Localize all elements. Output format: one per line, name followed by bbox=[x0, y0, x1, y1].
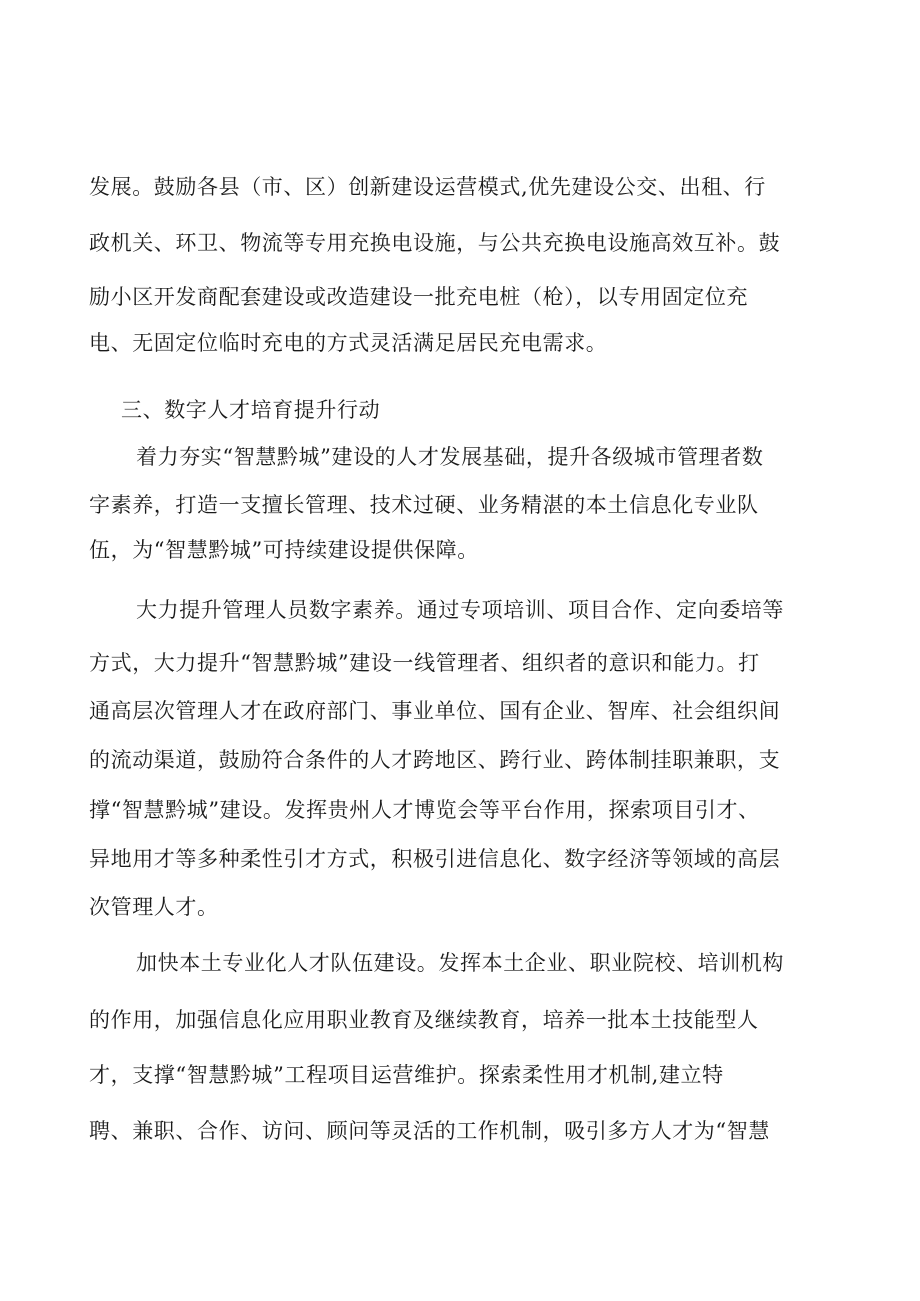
paragraph-line: 政机关、环卫、物流等专用充换电设施，与公共充换电设施高效互补。鼓 bbox=[89, 231, 781, 255]
paragraph-line: 方式，大力提升“智慧黔城”建设一线管理者、组织者的意识和能力。打 bbox=[89, 651, 760, 675]
paragraph-line: 才，支撑“智慧黔城”工程项目运营维护。探索柔性用才机制,建立特 bbox=[89, 1063, 724, 1087]
paragraph-line: 聘、兼职、合作、访问、顾问等灵活的工作机制，吸引多方人才为“智慧 bbox=[89, 1119, 770, 1143]
paragraph-line: 的作用，加强信息化应用职业教育及继续教育，培养一批本土技能型人 bbox=[89, 1008, 759, 1032]
paragraph-line: 字素养，打造一支擅长管理、技术过硬、业务精湛的本土信息化专业队 bbox=[89, 493, 759, 517]
paragraph-line: 次管理人才。 bbox=[89, 895, 219, 919]
paragraph-line: 异地用才等多种柔性引才方式，积极引进信息化、数字经济等领域的高层 bbox=[89, 847, 781, 871]
paragraph-line: 大力提升管理人员数字素养。通过专项培训、项目合作、定向委培等 bbox=[136, 598, 784, 622]
paragraph-line: 通高层次管理人才在政府部门、事业单位、国有企业、智库、社会组织间 bbox=[89, 699, 781, 723]
paragraph-line: 着力夯实“智慧黔城”建设的人才发展基础，提升各级城市管理者数 bbox=[136, 445, 764, 469]
paragraph-line: 电、无固定位临时充电的方式灵活满足居民充电需求。 bbox=[89, 331, 608, 355]
paragraph-line: 加快本土专业化人才队伍建设。发挥本土企业、职业院校、培训机构 bbox=[136, 951, 784, 975]
section-heading: 三、数字人才培育提升行动 bbox=[121, 398, 381, 422]
paragraph-line: 伍，为“智慧黔城”可持续建设提供保障。 bbox=[89, 538, 479, 562]
paragraph-line: 撑“智慧黔城”建设。发挥贵州人才博览会等平台作用，探索项目引才、 bbox=[89, 798, 760, 822]
paragraph-line: 的流动渠道，鼓励符合条件的人才跨地区、跨行业、跨体制挂职兼职，支 bbox=[89, 748, 781, 772]
paragraph-line: 励小区开发商配套建设或改造建设一批充电桩（枪），以专用固定位充 bbox=[89, 285, 749, 309]
paragraph-line: 发展。鼓励各县（市、区）创新建设运营模式,优先建设公交、出租、行 bbox=[89, 175, 766, 199]
